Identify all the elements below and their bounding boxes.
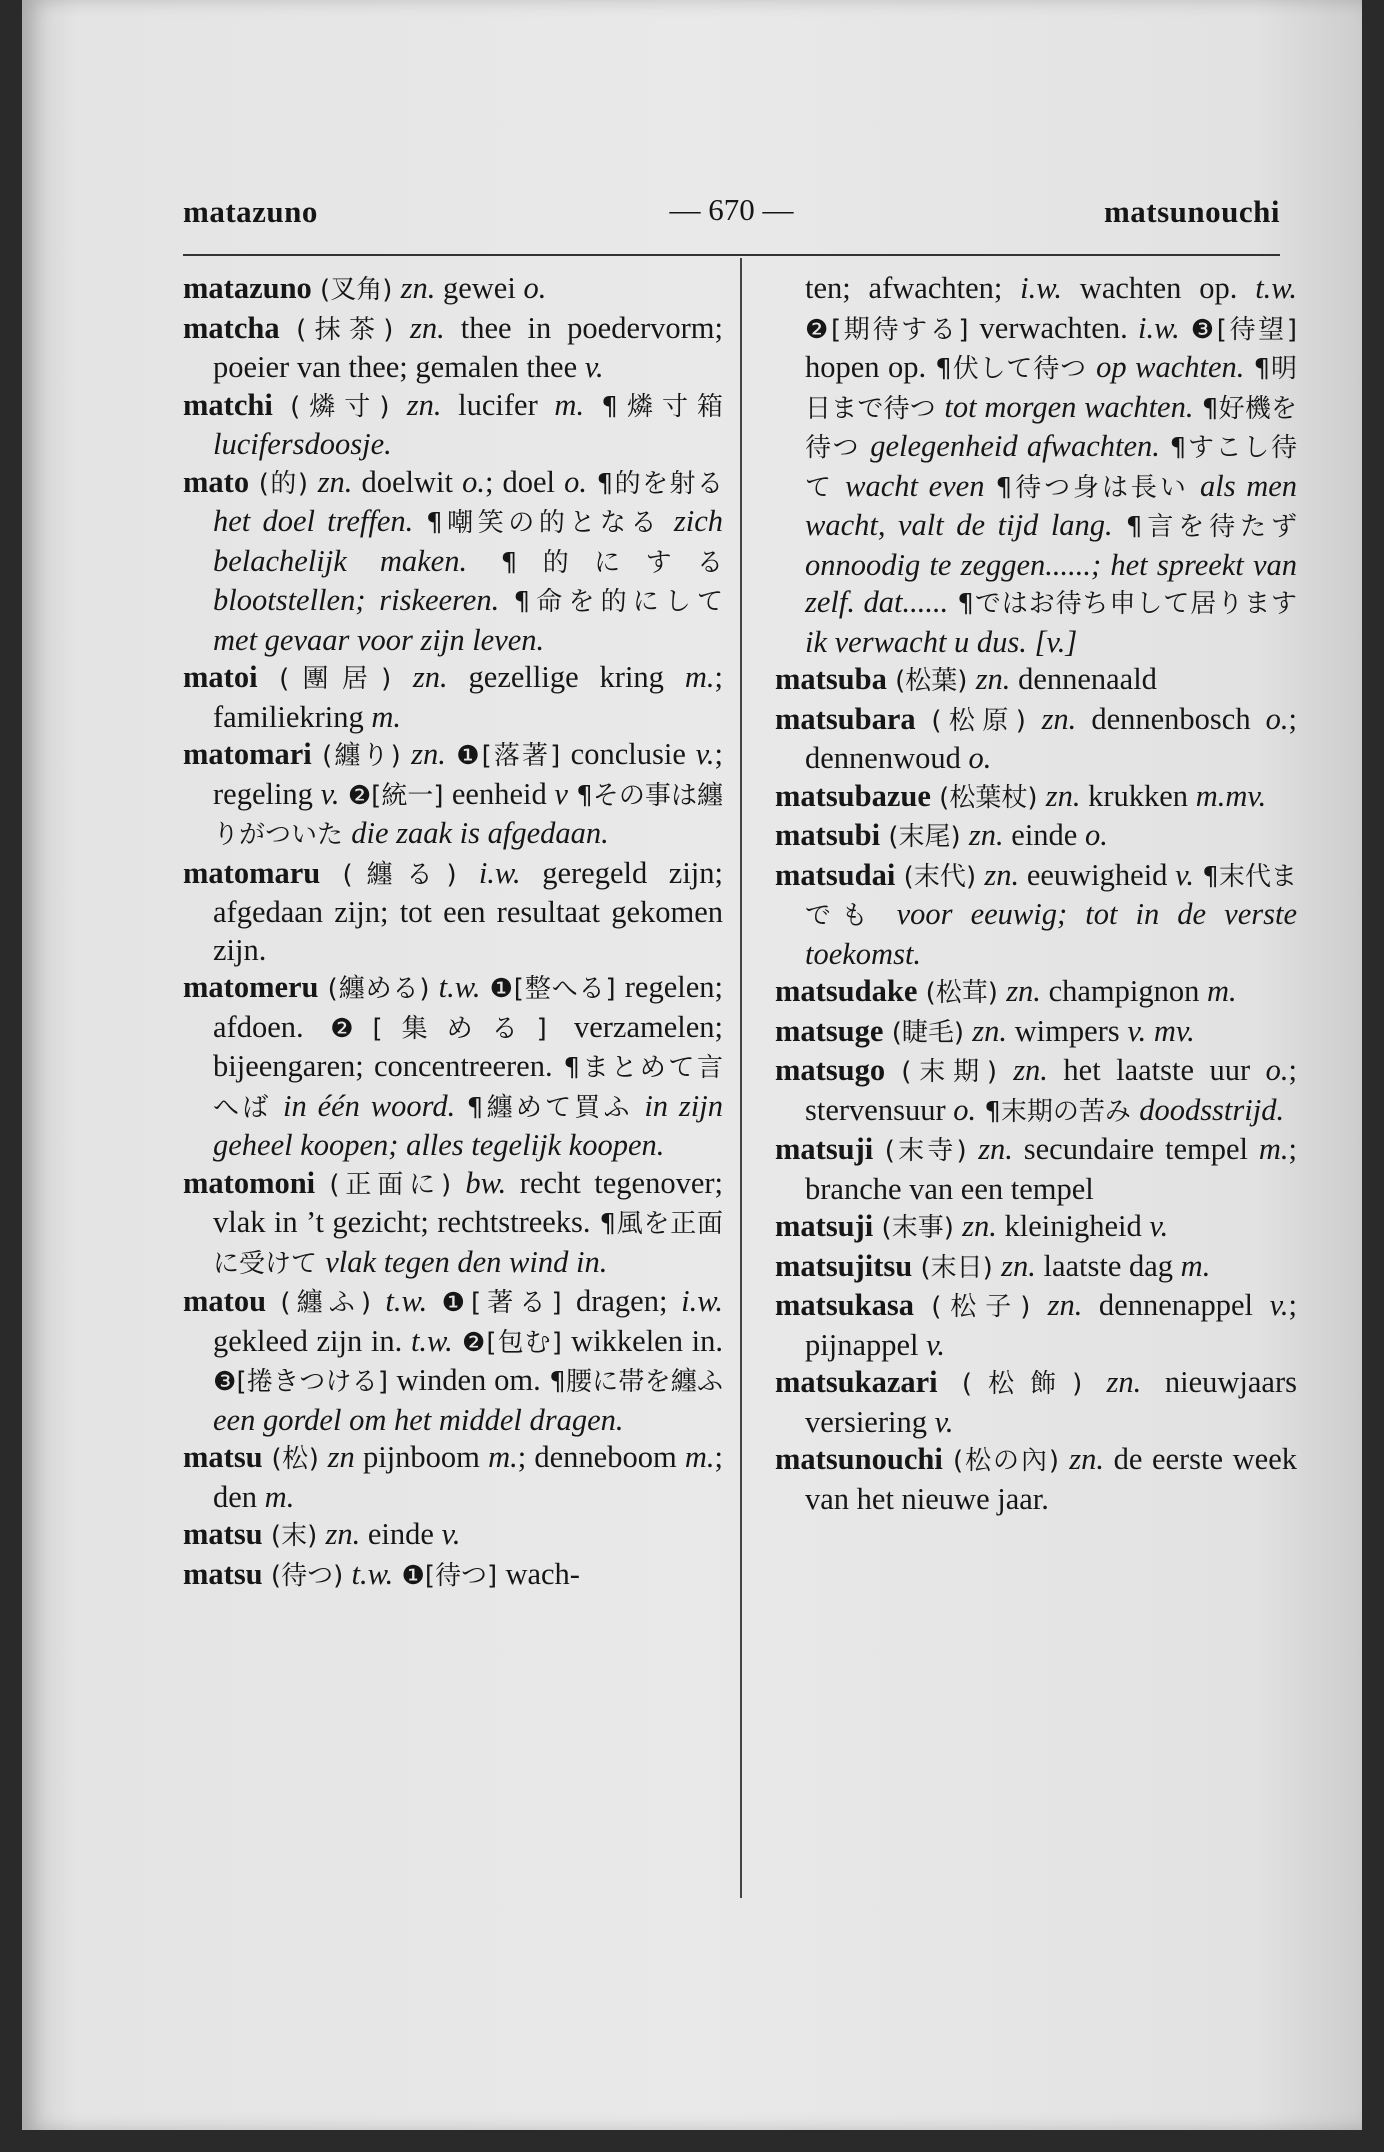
entry-text: dennenappel [1082,1288,1270,1322]
entry-text: conclusie [570,737,696,771]
headword: matsu [183,1517,263,1551]
italic-text: lucifersdoosje. [213,427,392,461]
dictionary-entry [775,701,1297,778]
left-column [183,270,723,1595]
headword: matsubara [775,701,916,736]
headword: matou [183,1284,267,1318]
italic-text: m. [264,1479,295,1514]
italic-text: [v.] [1026,624,1078,659]
italic-text: v. [695,737,715,771]
entry-text: wikkelen in. [571,1323,723,1358]
entry-text: wachten op. [1061,271,1256,305]
entry-text: lucifer [441,387,555,422]
italic-text: t.w. [1255,271,1297,305]
italic-text: m. [554,387,585,422]
entry-text: eenheid [451,776,555,811]
dictionary-entry [775,778,1297,818]
italic-text: zn. [978,1132,1013,1166]
italic-text: blootstellen; riskeeren. [213,583,500,617]
italic-text: t.w. [410,1323,453,1358]
dictionary-entry [775,1013,1297,1053]
entry-text: einde [360,1517,442,1551]
dictionary-entry [775,857,1297,974]
italic-text: als men wacht, valt de tijd lang. [805,468,1298,542]
italic-text: zn. [412,660,448,694]
italic-text: doodsstrijd. [1139,1092,1285,1127]
italic-text: m.mv. [1195,778,1267,813]
dictionary-entry [775,1441,1297,1518]
headword: matsuji [775,1209,874,1243]
entry-text: ; dennenwoud [805,701,1297,775]
headword: matazuno [183,271,312,305]
italic-text: v [554,776,568,811]
japanese-text: ❷[集める] [330,1013,574,1044]
japanese-text: ❸[捲きつける] [213,1367,397,1397]
dictionary-entry [775,270,1297,661]
italic-text: zn. [984,857,1020,892]
italic-text: v. [320,776,340,811]
japanese-text: (末寺) [873,1136,979,1166]
entry-text: ; familiekring [213,660,723,734]
headword: matomaru [183,855,321,890]
entry-text: champignon [1040,974,1207,1008]
dictionary-entry [183,1516,723,1556]
japanese-text: (松葉) [886,666,976,696]
italic-text: in één woord. [283,1088,456,1123]
right-column [775,270,1297,1518]
japanese-text: ¶待つ身は長い [984,472,1201,503]
italic-text: o. [523,271,547,305]
japanese-text: ❶[整へる] [480,974,625,1004]
italic-text: v. [934,1404,954,1439]
entry-text: wach- [505,1556,580,1591]
entry-text: gewei [435,271,524,305]
italic-text: m. [1258,1132,1289,1166]
dictionary-entry [183,387,723,464]
entry-text: dragen; [575,1284,682,1318]
entry-text: wimpers [1007,1013,1128,1048]
japanese-text: (松葉杖) [930,782,1046,813]
italic-text: o. [968,741,992,775]
italic-text: bw. [465,1165,507,1200]
italic-text: zn. [1106,1365,1142,1399]
japanese-text: ¶命を的にして [499,587,723,617]
headword: matcha [183,310,280,345]
italic-text: zn. [325,1517,361,1551]
italic-text: met gevaar voor zijn leven. [213,622,545,657]
japanese-text: ¶すこし待て [805,433,1297,503]
entry-text: pijnboom [354,1440,489,1474]
italic-text: o. [953,1092,977,1127]
dictionary-entry [183,270,723,310]
entry-text: ; den [213,1440,723,1514]
entry-text: nieuwjaars versiering [805,1365,1297,1439]
entry-text: gekleed zijn in. [213,1323,411,1358]
entry-text: verzamelen; bijeengaren; concentreeren. [213,1009,723,1083]
dictionary-entry [183,1165,723,1284]
italic-text: zn. [317,464,353,499]
headword: matsukazari [775,1365,938,1399]
entry-text: ; pijnappel [805,1288,1297,1362]
dictionary-entry [183,736,723,855]
entry-text: dennenaald [1010,662,1157,696]
italic-text: m. [1206,974,1237,1008]
japanese-text: (睫毛) [883,1017,973,1048]
page-number: — 670 — [669,192,794,227]
japanese-text: (的) [249,468,318,499]
dictionary-entry [183,1439,723,1516]
italic-text: op wachten. [1096,350,1245,384]
entry-text: hopen op. [805,350,927,384]
entry-text: kleinigheid [996,1209,1150,1243]
entry-text: geregeld zijn; afgedaan zijn; tot een resultaat gekomen zijn. [213,855,723,967]
entry-text: gezellige kring [447,660,685,694]
japanese-text: ¶ではお待ち申して居ります [948,589,1297,619]
entry-text: regelen; afdoen. [213,970,723,1044]
italic-text: in zijn geheel koopen; alles tegelijk koopen. [213,1088,723,1162]
japanese-text: ❷[期待する] [805,314,980,345]
headword: mato [183,464,250,499]
dictionary-entry [183,969,723,1165]
italic-text: zn. [1006,974,1041,1008]
italic-text: zn [327,1440,355,1474]
italic-text: i.w. [1020,271,1062,305]
japanese-text: (纏る) [320,859,479,890]
italic-text: o. [1265,1053,1289,1087]
entry-text: ; regeling [213,737,723,811]
entry-text: secundaire tempel [1012,1132,1259,1166]
japanese-text: (末期) [885,1057,1014,1087]
entry-text: dennenbosch [1076,701,1266,736]
japanese-text: (團居) [257,664,413,694]
japanese-text: (松子) [913,1292,1048,1322]
japanese-text: (抹茶) [279,314,411,345]
japanese-text: ❷[包む] [452,1327,572,1358]
headword: matsuge [775,1013,884,1048]
headword: matsu [183,1440,263,1474]
dictionary-entry [183,310,723,387]
japanese-text: ¶末期の苦み [976,1096,1140,1127]
dictionary-entry [775,1287,1297,1364]
entry-text: ; doel [484,464,565,499]
entry-text: verwachten. [979,310,1138,345]
italic-text: v. [1149,1209,1169,1243]
japanese-text: (纏ふ) [266,1288,386,1318]
headword: matomoni [183,1165,316,1200]
japanese-text: (松茸) [917,978,1007,1008]
headword: matsuji [775,1132,874,1166]
japanese-text: (松) [262,1444,328,1474]
italic-text: voor eeuwig; tot in de verste toekomst. [805,897,1297,971]
japanese-text: (松飾) [937,1369,1107,1399]
italic-text: zn. [400,271,436,305]
italic-text: het doel treffen. [213,504,414,538]
italic-text: v. [1175,857,1194,892]
headword: matsudai [775,857,896,892]
left-running-headword: matazuno [183,194,318,229]
entry-text: doelwit [352,464,463,499]
italic-text: zn. [975,662,1011,696]
headword: matsukasa [775,1288,914,1322]
japanese-text: ¶燐寸箱 [584,391,723,422]
italic-text: v. mv. [1127,1013,1195,1048]
italic-text: zn. [410,310,445,345]
italic-text: zn. [1013,1053,1048,1087]
column-divider [740,258,742,1898]
entry-text: het laatste uur [1047,1053,1266,1087]
entry-text: de eerste week van het nieuwe jaar. [805,1442,1297,1516]
dictionary-entry [183,855,723,970]
headword: matsuba [775,662,887,696]
italic-text: o. [1084,818,1108,852]
headword: matoi [183,660,258,694]
japanese-text: ❷[統一] [339,780,452,811]
italic-text: t.w. [385,1284,428,1318]
italic-text: o. [564,464,587,499]
italic-text: zn. [962,1209,997,1243]
entry-text: winden om. [396,1363,541,1397]
italic-text: zn. [1069,1442,1105,1476]
dictionary-entry [183,1283,723,1439]
japanese-text: ¶的にする [467,547,723,578]
entry-text: laatste dag [1035,1248,1181,1283]
japanese-text: (纏り) [311,741,412,771]
japanese-text: ¶その事は纏りがついた [213,780,724,850]
italic-text: v. [926,1327,946,1362]
italic-text: v. [441,1517,461,1551]
japanese-text: (燐寸) [272,391,407,422]
japanese-text: (末) [262,1521,326,1551]
italic-text: i.w. [478,855,521,890]
dictionary-entry [775,973,1297,1013]
italic-text: gelegenheid afwachten. [870,429,1160,463]
entry-text: ; stervensuur [805,1053,1297,1127]
italic-text: i.w. [1138,310,1180,345]
japanese-text: ¶腰に帯を纏ふ [540,1367,723,1397]
japanese-text: (松原) [915,705,1042,736]
italic-text: zn. [1001,1248,1036,1283]
entry-text: eeuwigheid [1019,857,1176,892]
italic-text: onnoodig te zeggen......; het spreekt van zelf. dat...... [805,547,1297,619]
italic-text: zn. [1041,701,1077,736]
italic-text: zn. [972,1013,1008,1048]
entry-text: krukken [1080,778,1196,813]
headword: matsubi [775,818,881,852]
italic-text: zn. [1047,1288,1083,1322]
italic-text: o. [462,464,485,499]
headword: matomari [183,737,312,771]
entry-text: ; branche van een tempel [805,1132,1297,1206]
entry-text: ten; afwachten; [805,271,1021,305]
italic-text: v. [584,350,604,384]
japanese-text: (纏める) [318,974,439,1004]
italic-text: i.w. [681,1284,723,1318]
italic-text: t.w. [351,1556,394,1591]
headword: matchi [183,387,273,422]
headword: matsubazue [775,778,931,813]
japanese-text: (末事) [873,1213,963,1243]
japanese-text: ❶[著る] [427,1288,576,1318]
italic-text: tot morgen wachten. [944,389,1194,424]
italic-text: m. [488,1440,518,1474]
japanese-text: ¶言を待たず [1112,512,1297,542]
headword: matsujitsu [775,1248,913,1283]
headword: matsugo [775,1053,886,1087]
italic-text: o. [1265,701,1289,736]
dictionary-entry [775,1052,1297,1131]
dictionary-entry [775,1131,1297,1208]
italic-text: m. [1180,1248,1211,1283]
italic-text: zn. [1045,778,1081,813]
italic-text: zich belachelijk maken. [213,504,723,578]
japanese-text: (正面に) [315,1169,466,1200]
italic-text: m. [371,699,402,734]
japanese-text: ❶[待つ] [393,1560,506,1591]
italic-text: v. [1269,1288,1289,1322]
dictionary-entry [775,1208,1297,1248]
entry-text: recht tegenover; vlak in ’t gezicht; rechtstreeks. [213,1165,723,1239]
japanese-text: ¶嘲笑の的となる [413,508,674,538]
italic-text: zn. [968,818,1004,852]
header-rule [183,254,1280,256]
italic-text: die zaak is afgedaan. [351,816,609,850]
japanese-text: ❶[落著] [445,741,571,771]
japanese-text: ¶纏めて買ふ [455,1092,645,1123]
italic-text: een gordel om het middel dragen. [213,1402,624,1437]
dictionary-entry [775,1248,1297,1288]
dictionary-entry [775,661,1297,701]
italic-text: wacht even [845,468,985,503]
headword: matsudake [775,974,918,1008]
italic-text: vlak tegen den wind in. [325,1244,608,1279]
entry-text: ; denneboom [517,1440,685,1474]
italic-text: zn. [406,387,442,422]
japanese-text: (末代) [895,861,985,892]
italic-text: t.w. [438,970,481,1004]
right-running-headword: matsunouchi [1103,194,1280,229]
japanese-text: (末日) [912,1252,1002,1283]
japanese-text: (叉角) [311,275,401,305]
entry-text: einde [1003,818,1085,852]
italic-text: zn. [411,737,446,771]
japanese-text: (松の內) [942,1446,1070,1476]
japanese-text: ¶伏して待つ [926,354,1097,384]
headword: matomeru [183,970,319,1004]
entry-text: thee in poedervorm; poeier van thee; gemalen thee [213,310,723,384]
japanese-text: ¶好機を待つ [805,393,1297,463]
dictionary-entry [775,1364,1297,1441]
japanese-text: ¶的を射る [586,468,723,499]
japanese-text: ❸[待望] [1179,314,1297,345]
dictionary-entry [183,659,723,736]
italic-text: m. [684,660,715,694]
page-header [183,188,1280,238]
japanese-text: ¶末代までも [805,861,1297,931]
dictionary-entry [775,817,1297,857]
japanese-text: (待つ) [262,1560,352,1591]
japanese-text: (末尾) [880,822,969,852]
japanese-text: ¶まとめて言へば [213,1053,723,1123]
japanese-text: ¶明日まで待つ [805,354,1297,424]
dictionary-entry [183,464,723,660]
headword: matsunouchi [775,1442,943,1476]
headword: matsu [183,1556,263,1591]
italic-text: m. [684,1440,715,1474]
dictionary-entry [183,1556,723,1596]
italic-text: ik verwacht u dus. [805,624,1027,659]
japanese-text: ¶風を正面に受けて [213,1209,723,1279]
